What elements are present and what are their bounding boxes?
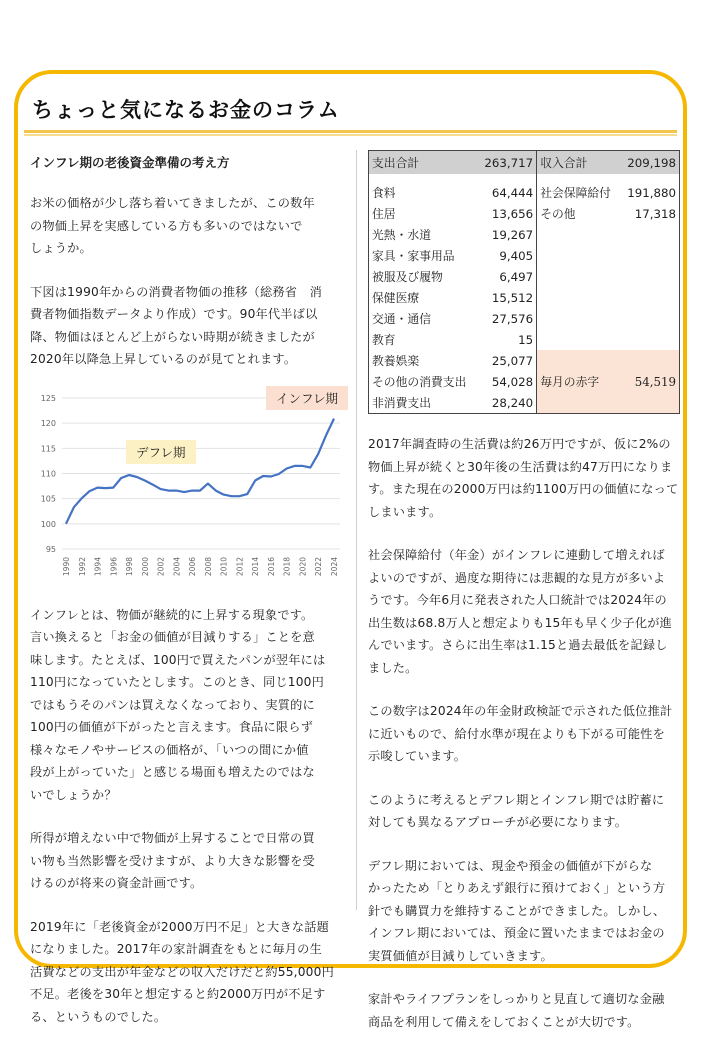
table-row bbox=[369, 308, 680, 329]
y-tick-label: 120 bbox=[40, 418, 56, 428]
monthly-deficit-value: 54,519 bbox=[620, 371, 680, 392]
household-budget-table bbox=[368, 150, 680, 414]
income-value: 17,318 bbox=[634, 206, 676, 221]
income-total-value: 209,198 bbox=[620, 151, 680, 175]
x-tick-label: 1992 bbox=[77, 556, 87, 576]
x-tick-label: 2010 bbox=[219, 556, 229, 576]
intro-paragraph: お米の価格が少し落ち着いてきましたが、この数年 の物価上昇を実感している方も多いのではないで しょうか。 bbox=[30, 196, 315, 255]
table-row bbox=[369, 203, 680, 224]
table-row bbox=[369, 182, 680, 203]
y-tick-label: 125 bbox=[40, 393, 56, 403]
savings-approach-paragraph: このように考えるとデフレ期とインフレ期では貯蓄に 対しても異なるアプローチが必要になります。 bbox=[368, 792, 665, 829]
income-value: 191,880 bbox=[627, 185, 676, 200]
expense-total-label: 支出合計 bbox=[369, 151, 478, 175]
left-column bbox=[30, 152, 348, 1049]
y-tick-label: 115 bbox=[40, 443, 56, 453]
deflation-period-label: デフレ期 bbox=[126, 440, 196, 464]
x-tick-label: 2002 bbox=[156, 556, 166, 576]
monthly-deficit-label: 毎月の赤字 bbox=[537, 371, 620, 392]
x-tick-label: 2022 bbox=[314, 556, 324, 576]
table-row bbox=[369, 224, 680, 245]
pension-review-paragraph: この数字は2024年の年金財政検証で示された低位推計 に近いもので、給付水準が現在よりも下がる可能性を 示唆しています。 bbox=[368, 704, 673, 763]
inflation-definition-paragraph: インフレとは、物価が継続的に上昇する現象です。 言い換えると「お金の価値が目減りする」ことを意 味します。たとえば、100円で買えたパンが翌年には 110円になっていたとします。このとき、同じ100円 ではもうそのパンは買えなくなっており、実質的に 100円の価値が下がったと言えます。食品に限らず 様々なモノやサービスの価格が、「いつの間にか値 段が上がっていた」と感じる場面も増えたのではな いでしょうか？ bbox=[30, 607, 326, 802]
chart-intro-paragraph: 下図は1990年からの消費者物価の推移（総務省 消 費者物価指数データより作成）です。90年代半ば以 降、物価はほとんど上がらない時期が続きましたが 2020年以降急上昇しているのが見てとれます。 bbox=[30, 284, 322, 366]
expense-value: 13,656 bbox=[477, 203, 537, 224]
column-divider bbox=[356, 150, 357, 910]
retirement-gap-paragraph: 2019年に「老後資金が2000万円不足」と大きな話題 になりました。2017年の家計調査をもとに毎月の生 活費などの支出が年金などの収入だけだと約55,000円 不足。老後を30年と想定すると約2000万円が不足す る、というものでした。 bbox=[30, 919, 334, 1024]
expense-label: 教育 bbox=[372, 333, 396, 347]
right-column bbox=[368, 433, 680, 1054]
expense-label: 交通・通信 bbox=[372, 312, 431, 326]
x-tick-label: 1990 bbox=[62, 556, 71, 576]
table-header-row bbox=[369, 151, 680, 175]
expense-label: 食料 bbox=[372, 186, 396, 200]
table-spacer-row bbox=[369, 174, 680, 182]
x-tick-label: 2004 bbox=[172, 556, 182, 576]
expense-value: 28,240 bbox=[477, 392, 537, 414]
x-tick-label: 2016 bbox=[266, 556, 276, 576]
table-row bbox=[369, 371, 680, 392]
y-tick-label: 100 bbox=[40, 519, 56, 529]
income-impact-paragraph: 所得が増えない中で物価が上昇することで日常の買 い物も当然影響を受けますが、より大きな影響を受 けるのが将来の資金計画です。 bbox=[30, 831, 315, 890]
x-tick-label: 1996 bbox=[109, 556, 119, 576]
income-label: その他 bbox=[540, 207, 576, 221]
title-underline bbox=[24, 130, 677, 136]
deficit-cell-pad bbox=[537, 392, 620, 414]
income-total-label: 収入合計 bbox=[537, 151, 620, 175]
expense-value: 9,405 bbox=[477, 245, 537, 266]
expense-value: 54,028 bbox=[477, 371, 537, 392]
deficit-cell-pad bbox=[620, 392, 680, 414]
y-tick-label: 110 bbox=[40, 469, 56, 478]
x-tick-label: 2008 bbox=[203, 556, 213, 576]
x-tick-label: 2006 bbox=[188, 556, 198, 576]
y-tick-label: 95 bbox=[45, 544, 56, 554]
expense-label: 保健医療 bbox=[372, 291, 420, 305]
cost-projection-paragraph: 2017年調査時の生活費は約26万円ですが、仮に2%の 物価上昇が続くと30年後の生活費は約47万円になりま す。また現在の2000万円は約1100万円の価値になって しまいます。 bbox=[368, 437, 679, 519]
deficit-cell-pad bbox=[620, 350, 680, 371]
expense-label: 被服及び履物 bbox=[372, 270, 443, 284]
x-tick-label: 1994 bbox=[93, 556, 103, 576]
income-label: 社会保障給付 bbox=[540, 186, 611, 200]
x-tick-label: 2024 bbox=[330, 556, 339, 576]
expense-value: 27,576 bbox=[477, 308, 537, 329]
cpi-line-chart bbox=[30, 386, 348, 586]
table-row bbox=[369, 329, 680, 350]
page-title: ちょっと気になるお金のコラム bbox=[32, 98, 340, 122]
article-subheading: インフレ期の老後資金準備の考え方 bbox=[30, 155, 230, 170]
pension-outlook-paragraph: 社会保障給付（年金）がインフレに連動して増えれば よいのですが、過度な期待には悲観的な見方が多いよ うです。今年6月に発表された人口統計では2024年の 出生数は68.8万人と想定よりも15年も早く少子化が進 んでいます。さらに出生率は1.15と過去最低を記録し ました。 bbox=[368, 548, 672, 675]
expense-label: その他の消費支出 bbox=[372, 375, 467, 389]
table-row bbox=[369, 392, 680, 414]
x-tick-label: 1998 bbox=[125, 556, 135, 576]
x-tick-label: 2014 bbox=[251, 556, 261, 576]
conclusion-paragraph: 家計やライフプランをしっかりと見直して適切な金融 商品を利用して備えをしておくことが大切です。 bbox=[368, 992, 665, 1029]
y-tick-label: 105 bbox=[40, 494, 56, 504]
expense-value: 15 bbox=[477, 329, 537, 350]
expense-label: 教養娯楽 bbox=[372, 354, 420, 368]
expense-value: 64,444 bbox=[477, 182, 537, 203]
cpi-chart-canvas bbox=[30, 386, 348, 586]
expense-label: 非消費支出 bbox=[372, 396, 431, 410]
table-row bbox=[369, 266, 680, 287]
table-row bbox=[369, 245, 680, 266]
expense-value: 15,512 bbox=[477, 287, 537, 308]
x-tick-label: 2018 bbox=[282, 556, 292, 576]
deflation-inflation-paragraph: デフレ期においては、現金や預金の価値が下がらな かったため「とりあえず銀行に預けておく」という方 針でも購買力を維持することができました。しかし、 インフレ期においては、預金に置いたままではお金の 実質価値が目減りしていきます。 bbox=[368, 858, 666, 963]
expense-label: 家具・家事用品 bbox=[372, 249, 455, 263]
expense-value: 6,497 bbox=[477, 266, 537, 287]
table-row bbox=[369, 287, 680, 308]
expense-value: 25,077 bbox=[477, 350, 537, 371]
cpi-series-line bbox=[66, 418, 334, 523]
expense-total-value: 263,717 bbox=[477, 151, 537, 175]
x-tick-label: 2020 bbox=[298, 556, 308, 576]
expense-value: 19,267 bbox=[477, 224, 537, 245]
table-row bbox=[369, 350, 680, 371]
x-tick-label: 2012 bbox=[235, 556, 245, 576]
x-tick-label: 2000 bbox=[140, 556, 150, 576]
expense-label: 住居 bbox=[372, 207, 396, 221]
deficit-cell-pad bbox=[537, 350, 620, 371]
expense-label: 光熱・水道 bbox=[372, 228, 431, 242]
inflation-period-label: インフレ期 bbox=[266, 386, 348, 410]
